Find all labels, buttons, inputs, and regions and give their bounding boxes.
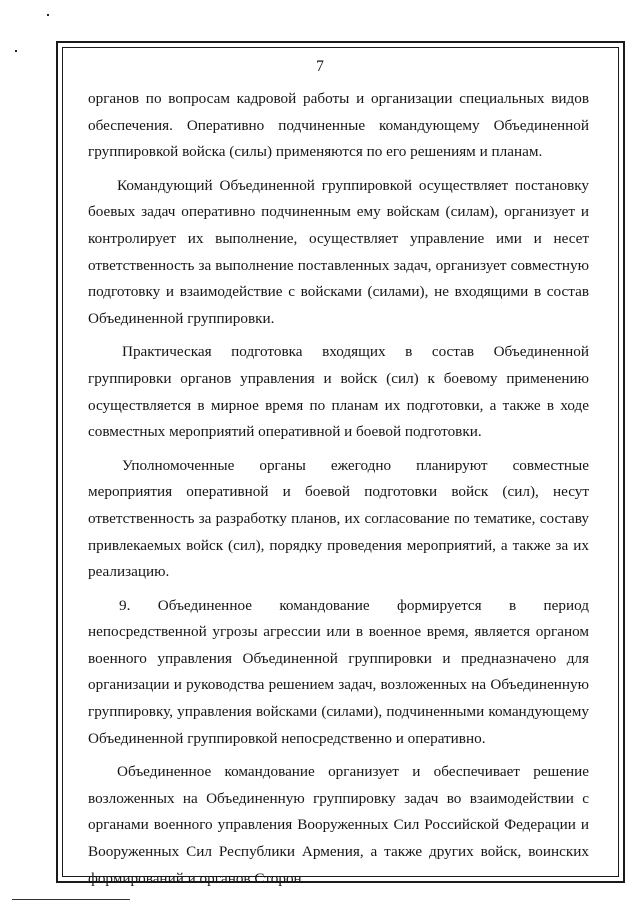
text-line: группировкой войска (силы) применяются по его решениям и планам. [88,143,543,161]
paragraph-6 [88,759,589,892]
paragraph-5 [88,593,589,753]
text-line: совместных мероприятий оперативной и боевой подготовки. [88,423,482,441]
document-body [88,86,589,892]
paragraph-1 [88,86,589,166]
paragraph-gap [88,446,589,453]
text-line: группировку, управления войсками (силами), подчиненными командующему [88,703,589,721]
paragraph-gap [88,166,589,173]
paragraph-3 [88,339,589,445]
text-line: Объединенное командование организует и обеспечивает решение [117,763,589,781]
text-line: осуществляется в мирное время по планам их подготовки, а также в ходе [88,396,589,414]
scan-speck [15,50,17,52]
text-line: возложенных на Объединенную группировку задач во взаимодействии с [88,789,589,807]
paragraph-gap [88,752,589,759]
text-line: Командующий Объединенной группировкой осуществляет постановку [117,176,589,194]
text-line: Объединенной группировки. [88,309,275,327]
text-line: военного управления Объединенной группировки и предназначено для [88,649,589,667]
text-line: Уполномоченные органы ежегодно планируют совместные [122,456,589,474]
text-line: ответственность за выполнение поставленных задач, организует совместную [88,256,589,274]
text-line: группировки органов управления и войск (сил) к боевому применению [88,369,589,387]
text-line: обеспечения. Оперативно подчиненные командующему Объединенной [88,116,589,134]
paragraph-2 [88,173,589,333]
text-line: боевых задач оперативно подчиненным ему войскам (силам), организует и [88,203,589,221]
text-line: подготовку и взаимодействие с войсками (силами), не входящими в состав [88,283,589,301]
text-line: организации и руководства решением задач, возложенных на Объединенную [88,676,589,694]
text-line: непосредственной угрозы агрессии или в военное время, является органом [88,623,589,641]
text-line: мероприятия оперативной и боевой подготовки войск (сил), несут [88,483,589,501]
text-line: Объединенной группировкой непосредственно и оперативно. [88,729,486,747]
text-line: Практическая подготовка входящих в состав Объединенной [122,343,589,361]
scan-edge-rule [12,899,130,900]
page-number: 7 [316,58,324,75]
paragraph-gap [88,586,589,593]
paragraph-gap [88,332,589,339]
text-line: Вооруженных Сил Республики Армения, а также других войск, воинских [88,843,589,861]
text-line: ответственность за разработку планов, их согласование по тематике, составу [88,509,589,527]
text-line: органов по вопросам кадровой работы и организации специальных видов [88,90,589,107]
scan-speck [47,14,49,16]
text-line: 9. Объединенное командование формируется в период [119,596,589,614]
paragraph-4 [88,453,589,586]
text-line: реализацию. [88,563,170,581]
text-line: привлекаемых войск (сил), порядку проведения мероприятий, а также за их [88,536,589,554]
text-line: контролирует их выполнение, осуществляет управление ими и несет [88,229,589,247]
text-line: органами военного управления Вооруженных Сил Российской Федерации и [88,816,589,834]
text-line: формирований и органов Сторон. [88,869,306,887]
